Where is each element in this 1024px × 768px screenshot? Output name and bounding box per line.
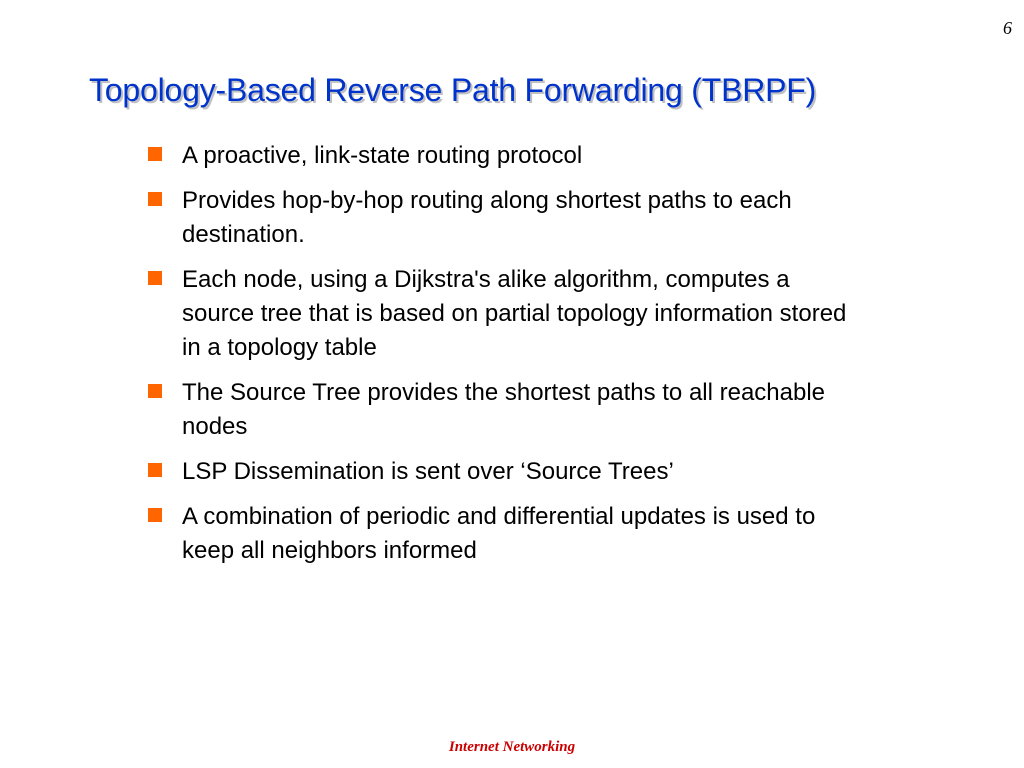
bullet-text: Provides hop-by-hop routing along shortest paths to each destination. [182, 187, 792, 248]
footer-text: Internet Networking [448, 739, 576, 755]
bullet-text: LSP Dissemination is sent over ‘Source Trees’ [182, 458, 674, 485]
bullet-text: Each node, using a Dijkstra's alike algorithm, computes a source tree that is based on partial topology information stored in a topology table [182, 266, 847, 361]
bullet-item [148, 184, 868, 252]
bullet-item [148, 263, 868, 365]
bullet-item [148, 455, 868, 489]
bullet-item [148, 376, 868, 444]
bullet-text: A combination of periodic and differential updates is used to keep all neighbors informed [182, 503, 816, 564]
square-bullet-icon [148, 192, 162, 206]
bullet-list [148, 139, 868, 579]
square-bullet-icon [148, 384, 162, 398]
bullet-item [148, 500, 868, 568]
square-bullet-icon [148, 463, 162, 477]
page-number: 6 [1003, 18, 1012, 38]
bullet-text: A proactive, link-state routing protocol [182, 142, 583, 169]
square-bullet-icon [148, 508, 162, 522]
bullet-text: The Source Tree provides the shortest paths to all reachable nodes [182, 379, 826, 440]
square-bullet-icon [148, 147, 162, 161]
bullet-item [148, 139, 868, 173]
slide-title: Topology-Based Reverse Path Forwarding (TBRPF) [89, 72, 817, 108]
square-bullet-icon [148, 271, 162, 285]
